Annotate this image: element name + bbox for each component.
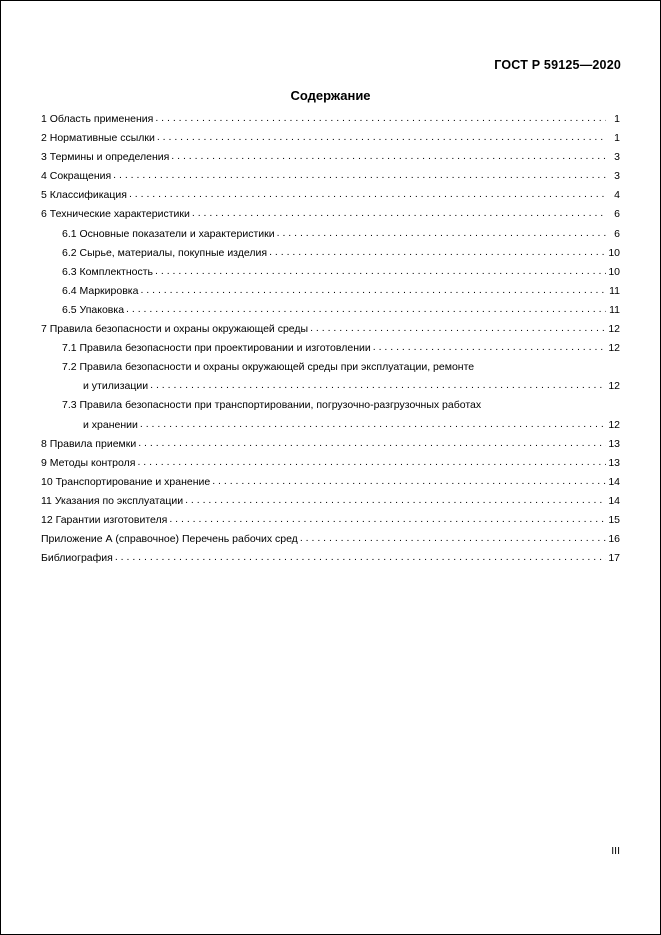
toc-leader-dots xyxy=(169,515,606,527)
toc-entry-page: 13 xyxy=(608,456,620,469)
toc-entry-page: 10 xyxy=(608,246,620,259)
toc-leader-dots xyxy=(113,171,606,183)
toc-leader-dots xyxy=(150,381,606,393)
toc-entry-label: Библиография xyxy=(41,552,113,565)
toc-entry-label: 8 Правила приемки xyxy=(41,437,137,450)
toc-entry-label: 12 Гарантии изготовителя xyxy=(41,513,168,526)
toc-entry-label: 1 Область применения xyxy=(41,113,154,125)
toc-leader-dots xyxy=(212,477,606,489)
toc-entry-label: 6.5 Упаковка xyxy=(62,303,125,316)
toc-entry-page: 15 xyxy=(608,513,620,526)
toc-entry-label: 7 Правила безопасности и охраны окружающей среды xyxy=(41,323,309,336)
toc-entry-label: 7.2 Правила безопасности и охраны окружающей среды при эксплуатации, ремонте xyxy=(62,361,475,374)
toc-entry[interactable] xyxy=(41,457,620,470)
toc-leader-dots xyxy=(310,324,606,336)
toc-entry-page: 17 xyxy=(608,552,620,565)
toc-entry-page: 10 xyxy=(608,265,620,278)
toc-entry[interactable] xyxy=(41,380,620,393)
toc-entry-label: и хранении xyxy=(83,418,138,431)
toc-entry-label: 2 Нормативные ссылки xyxy=(41,132,155,145)
toc-entry[interactable] xyxy=(41,113,620,126)
page-title: Содержание xyxy=(290,88,371,103)
toc-leader-dots xyxy=(157,133,606,145)
page-folio: III xyxy=(611,845,620,857)
toc-entry-page: 3 xyxy=(614,170,620,183)
toc-entry-page: 6 xyxy=(614,208,620,221)
toc-entry-page: 12 xyxy=(608,418,620,431)
toc-entry[interactable] xyxy=(41,208,620,221)
toc-entry-page: 12 xyxy=(608,342,620,355)
toc-entry-label: 4 Сокращения xyxy=(41,170,112,183)
toc-entry[interactable] xyxy=(41,342,620,355)
toc-entry-label: 10 Транспортирование и хранение xyxy=(41,475,211,488)
toc-entry[interactable] xyxy=(41,266,620,279)
toc-entry-page: 11 xyxy=(609,303,620,316)
toc-entry[interactable] xyxy=(41,438,620,451)
toc-entry-page: 11 xyxy=(609,284,620,297)
toc-entry-page: 4 xyxy=(614,189,620,202)
toc-entry-label: 6.2 Сырье, материалы, покупные изделия xyxy=(62,246,268,259)
toc-leader-dots xyxy=(155,267,606,279)
toc-entry[interactable] xyxy=(41,361,620,374)
toc-entry-page: 14 xyxy=(608,494,620,507)
document-standard-number: ГОСТ Р 59125—2020 xyxy=(494,58,621,72)
toc-leader-dots xyxy=(138,439,606,451)
toc-leader-dots xyxy=(185,496,606,508)
toc-leader-dots xyxy=(140,286,606,298)
toc-leader-dots xyxy=(140,420,606,432)
toc-entry-label: 7.1 Правила безопасности при проектировании и изготовлении xyxy=(62,342,371,355)
toc-entry-label: 11 Указания по эксплуатации xyxy=(41,494,184,507)
toc-leader-dots xyxy=(269,248,606,260)
toc-entry[interactable] xyxy=(41,495,620,508)
toc-entry-page: 14 xyxy=(608,475,620,488)
toc-entry-label: 9 Методы контроля xyxy=(41,456,136,469)
toc-entry-label: 3 Термины и определения xyxy=(41,151,170,164)
toc-entry[interactable] xyxy=(41,533,620,546)
toc-entry-label: и утилизации xyxy=(83,380,149,393)
toc-entry[interactable] xyxy=(41,476,620,489)
table-of-contents xyxy=(41,113,620,571)
toc-entry-page: 12 xyxy=(608,323,620,336)
toc-entry-page: 13 xyxy=(608,437,620,450)
toc-entry[interactable] xyxy=(41,514,620,527)
toc-entry[interactable] xyxy=(41,552,620,565)
toc-entry-page: 3 xyxy=(614,151,620,164)
toc-leader-dots xyxy=(171,152,606,164)
toc-leader-dots xyxy=(129,190,606,202)
toc-entry-page: 6 xyxy=(614,227,620,240)
toc-entry-page: 1 xyxy=(614,132,620,145)
toc-entry[interactable] xyxy=(41,170,620,183)
toc-entry-label: 5 Классификация xyxy=(41,189,127,202)
toc-leader-dots xyxy=(277,229,606,241)
toc-entry-label: 6 Технические характеристики xyxy=(41,208,190,221)
toc-leader-dots xyxy=(137,458,606,470)
toc-entry[interactable] xyxy=(41,304,620,317)
toc-entry-label: 7.3 Правила безопасности при транспортировании, погрузочно-разгрузочных работах xyxy=(62,399,482,412)
toc-entry[interactable] xyxy=(41,285,620,298)
toc-leader-dots xyxy=(192,209,606,221)
toc-entry-page: 12 xyxy=(608,380,620,393)
toc-entry[interactable] xyxy=(41,419,620,432)
toc-leader-dots xyxy=(115,553,606,565)
toc-entry[interactable] xyxy=(41,151,620,164)
toc-entry-page: 16 xyxy=(608,533,620,546)
toc-leader-dots xyxy=(373,343,606,355)
toc-entry[interactable] xyxy=(41,323,620,336)
toc-entry-page: 1 xyxy=(614,113,620,125)
toc-leader-dots xyxy=(126,305,606,317)
toc-entry-label: 6.4 Маркировка xyxy=(62,284,139,297)
toc-entry-label: 6.1 Основные показатели и характеристики xyxy=(62,227,275,240)
toc-entry-label: Приложение А (справочное) Перечень рабочих сред xyxy=(41,533,298,546)
toc-leader-dots xyxy=(300,534,606,546)
toc-leader-dots xyxy=(155,114,606,126)
toc-entry[interactable] xyxy=(41,228,620,241)
toc-entry-label: 6.3 Комплектность xyxy=(62,265,154,278)
toc-entry[interactable] xyxy=(41,247,620,260)
toc-entry[interactable] xyxy=(41,399,620,412)
toc-entry[interactable] xyxy=(41,189,620,202)
toc-entry[interactable] xyxy=(41,132,620,145)
